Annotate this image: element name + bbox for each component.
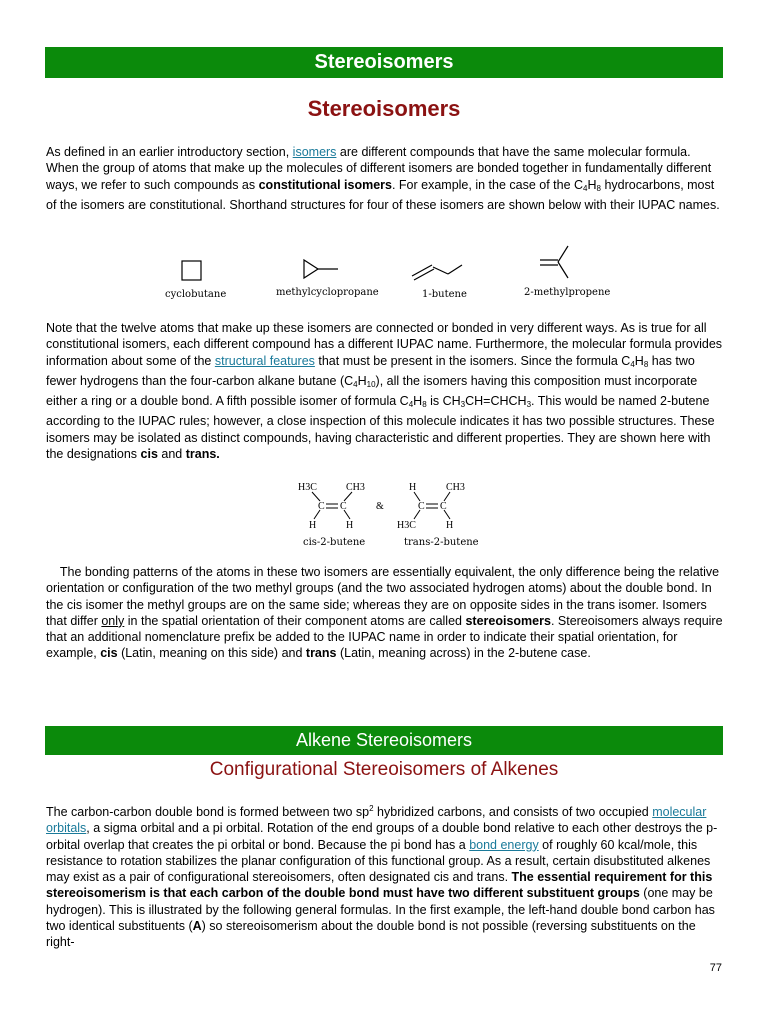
fig1-label-1-butene: 1-butene: [422, 289, 467, 300]
paragraph-double-bond: The carbon-carbon double bond is formed between two $sp^2$ hybridized carbons, and consists of two occupied molecular orbitals, a sigma orbital and a pi orbital. Rotation of the end groups of a double bond relative to each other destroys the p-orbital overlap that creates the pi orbital or bond. Because the pi bond has a bond energy of roughly 60 kcal/mole, this resistance to rotation stabilizes the planar configuration of this functional group. As a result, certain disubstituted alkenes may exist as a pair of configurational stereoisomers, often designated cis and trans. The essential requirement for this stereoisomerism is that each carbon of the double bond must have two different substituent groups (one may be hydrogen). This is illustrated by the following general formulas. In the first example, the left-hand double bond carbon has two identical substituents (A) so stereoisomerism about the double bond is not possible (reversing substituents on the right-: [46, 804, 718, 950]
trans-h-bottom: H: [446, 520, 454, 531]
cis-h3c-label: H3C: [298, 482, 317, 493]
cis-h-left: H: [309, 520, 317, 531]
cis-carbon-right: C: [340, 501, 347, 512]
section-banner: Stereoisomers: [45, 47, 723, 78]
paragraph-structure: Note that the twelve atoms that make up these isomers are connected or bonded in very different ways. As is true for all constitutional isomers, each different compound has a different IUPAC name. Furthermore, the molecular formula provides information about some of the structural features that must be present in the isomers. Since the formula $C_4H_8$ has two fewer hydrogens than the four-carbon alkane butane $(C_4H_{10})$, all the isomers having this composition must incorporate either a ring or a double bond. A fifth possible isomer of formula $C_4H_8$ is $CH_3CH=CHCH_3$. This would be named 2-butene according to the IUPAC rules; however, a close inspection of this molecule indicates it has two possible structures. These isomers may be isolated as distinct compounds, having characteristic and different properties. They are shown here with the designations cis and trans.: [46, 321, 723, 462]
cis-2-butene-label: cis-2-butene: [303, 537, 366, 548]
trans-ch3-label: CH3: [446, 482, 465, 493]
molecular-orbitals-link[interactable]: molecular orbitals: [46, 805, 707, 836]
cis-h-right: H: [346, 520, 354, 531]
trans-h-top: H: [409, 482, 417, 493]
fig1-label-methylcyclopropane: methylcyclopropane: [276, 287, 379, 298]
c4h8-isomers-figure: [150, 238, 620, 306]
trans-2-butene-label: trans-2-butene: [404, 537, 479, 548]
trans-carbon-left: C: [418, 501, 425, 512]
section-banner-alkene: Alkene Stereoisomers: [45, 726, 723, 755]
2-butene-stereoisomers-figure: [290, 478, 490, 550]
page-title: Stereoisomers: [307, 96, 461, 121]
isomers-link[interactable]: isomers: [292, 145, 337, 159]
cis-carbon-left: C: [318, 501, 325, 512]
cis-ch3-label: CH3: [346, 482, 365, 493]
ampersand: &: [376, 501, 384, 512]
structural-features-link[interactable]: structural features: [214, 353, 315, 368]
page-number: 77: [709, 962, 722, 974]
trans-h3c-label: H3C: [397, 520, 416, 531]
trans-carbon-right: C: [440, 501, 447, 512]
fig1-label-2-methylpropene: 2-methylpropene: [524, 287, 611, 298]
cyclobutane-structure: [182, 261, 201, 280]
section-title-configurational: Configurational Stereoisomers of Alkenes: [209, 759, 559, 780]
fig1-label-cyclobutane: cyclobutane: [165, 289, 227, 300]
methylcyclopropane-structure: [304, 260, 338, 278]
paragraph-intro: As defined in an earlier introductory section, isomers are different compounds that have the same molecular formula. When the group of atoms that make up the molecules of different isomers are bonded together in fundamentally different ways, we refer to such compounds as constitutional isomers. For example, in the case of the $C_4H_8$ hydrocarbons, most of the isomers are constitutional. Shorthand structures for four of these isomers are shown below with their IUPAC names.: [46, 145, 720, 212]
2-methylpropene-structure: [540, 246, 568, 278]
1-butene-structure: [412, 265, 462, 280]
bond-energy-link[interactable]: bond energy: [469, 837, 539, 852]
paragraph-stereoisomers: The bonding patterns of the atoms in these two isomers are essentially equivalent, the only difference being the relative orientation or configuration of the two methyl groups (and the two associated hydrogen atoms) about the double bond. In the cis isomer the methyl groups are on the same side; whereas they are on opposite sides in the trans isomer. Isomers that differ only in the spatial orientation of their component atoms are called stereoisomers. Stereoisomers always require that an additional nomenclature prefix be added to the IUPAC name in order to indicate their spatial orientation, for example, cis (Latin, meaning on this side) and trans (Latin, meaning across) in the 2-butene case.: [46, 565, 727, 661]
